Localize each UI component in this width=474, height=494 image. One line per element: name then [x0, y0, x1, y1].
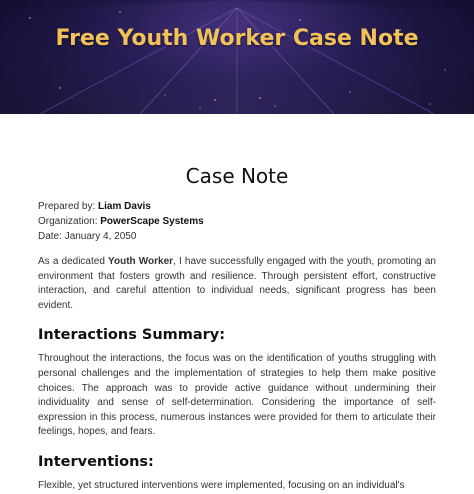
banner-background-graphic	[0, 0, 474, 114]
date-label: Date:	[38, 231, 62, 242]
meta-date	[38, 229, 436, 244]
document-meta	[38, 199, 436, 244]
intro-paragraph	[38, 255, 436, 313]
document-body	[38, 114, 436, 494]
intro-text-after: , I have successfully engaged with the youth, promoting an environment that fosters growth and resilience. Through persistent effort, constructive interaction, and careful attention to individual needs, significant progress has been evident.	[38, 256, 436, 311]
prepared-by-value: Liam Davis	[98, 201, 151, 212]
meta-prepared-by	[38, 199, 436, 214]
intro-text-before: As a dedicated	[38, 256, 109, 267]
interactions-summary-paragraph: Throughout the interactions, the focus was on the identification of youths struggling with personal challenges and the implementation of strategies to help them make positive choices. The approach was to provide active guidance without undermining their individuality and sense of self-determination. Considering the importance of self-expression in this process, numerous instances were provided for them to articulate their feelings, hopes, and fears.	[38, 353, 436, 438]
banner-title: Free Youth Worker Case Note	[55, 26, 419, 51]
header-banner	[0, 0, 474, 114]
organization-label: Organization:	[38, 216, 98, 227]
intro-role: Youth Worker	[108, 256, 174, 267]
meta-organization	[38, 214, 436, 229]
prepared-by-label: Prepared by:	[38, 201, 96, 212]
interventions-paragraph: Flexible, yet structured interventions were implemented, focusing on an individual's	[38, 479, 405, 491]
organization-value: PowerScape Systems	[100, 216, 204, 227]
interventions-heading: Interventions:	[38, 453, 154, 470]
interactions-summary-heading: Interactions Summary:	[38, 327, 226, 344]
date-value: January 4, 2050	[64, 231, 137, 242]
document-title: Case Note	[185, 164, 289, 188]
